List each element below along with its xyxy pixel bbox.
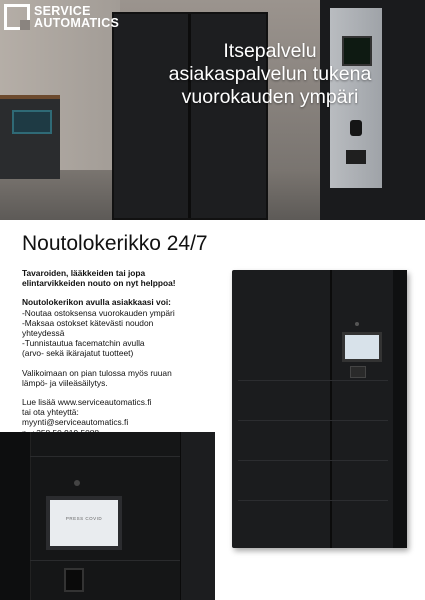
brand-logo [4,4,119,30]
card-slot [346,150,366,164]
camera-icon [350,120,362,136]
feature-item: -Tunnistautua facematchin avulla [22,338,145,349]
vending-machine-photo [320,0,425,220]
page-title: Noutolokerikko 24/7 [22,232,208,255]
hero-photo [0,0,425,220]
feature-item: (arvo- sekä ikärajatut tuotteet) [22,348,134,359]
screen-text: PRESS COVID [65,516,103,521]
intro-paragraph [22,268,227,288]
card-reader [350,366,366,378]
hero-line-1: Itsepalvelu [223,40,317,62]
hero-headline [120,40,420,109]
note-line: Valikoimaan on pian tulossa myös ruuan [22,367,172,378]
feature-item: -Maksaa ostokset kätevästi noudon [22,317,154,328]
contact-website[interactable]: Lue lisää www.serviceautomatics.fi [22,397,152,408]
closeup-screen [46,496,122,550]
hero-line-2: asiakaspalvelun tukena [168,63,372,85]
camera-icon [355,322,359,326]
feature-item: -Noutaa ostoksensa vuorokauden ympäri [22,307,175,318]
note-paragraph [22,368,227,388]
locker-product-image [232,270,407,548]
service-counter [0,95,60,179]
contact-prompt: tai ota yhteyttä: [22,407,79,418]
features-heading: Noutolokerikon avulla asiakkaasi voi: [22,297,171,308]
intro-line-1: Tavaroiden, lääkkeiden tai jopa [22,268,146,278]
card-reader [64,568,84,592]
features-paragraph [22,297,227,358]
logo-icon [4,4,30,30]
logo-line-2: AUTOMATICS [34,16,120,30]
touch-screen [342,332,382,362]
contact-email[interactable]: myynti@serviceautomatics.fi [22,417,129,428]
body-text [22,268,227,447]
kiosk-screen [12,110,52,134]
locker-closeup-photo [0,432,215,600]
camera-icon [74,480,80,486]
hero-line-3: vuorokauden ympäri [181,86,359,108]
logo-line-1: SERVICE [34,4,91,18]
intro-line-2: elintarvikkeiden nouto on nyt helppoa! [22,278,176,289]
note-line: lämpö- ja viileäsäilytys. [22,377,108,388]
feature-item: yhteydessä [22,328,65,339]
